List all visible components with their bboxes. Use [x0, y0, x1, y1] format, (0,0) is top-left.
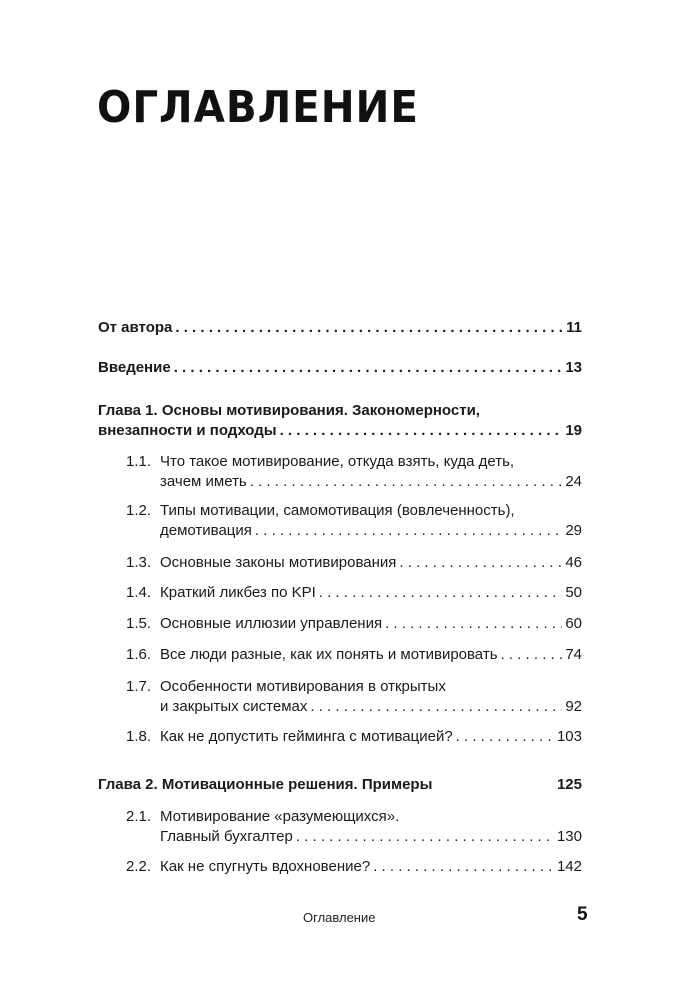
toc-entry-label: От автора [98, 319, 173, 336]
toc-entry-1-1[interactable] [126, 452, 582, 492]
toc-page-number: 92 [565, 698, 582, 715]
dot-leader [296, 827, 554, 847]
page-number: 5 [577, 904, 588, 925]
dot-leader [175, 318, 563, 338]
toc-section-number: 1.2. [126, 502, 152, 519]
toc-entry-label: Типы мотивации, самомотивация (вовлеченность), [160, 502, 515, 519]
toc-entry-label: Особенности мотивирования в открытых [160, 678, 446, 695]
toc-section-number: 1.7. [126, 678, 152, 695]
toc-page-number: 13 [565, 359, 582, 376]
toc-section-number: 1.1. [126, 453, 152, 470]
toc-entry-label: Основные иллюзии управления [160, 615, 383, 632]
toc-page-number: 46 [565, 554, 582, 571]
toc-page-number: 74 [565, 646, 582, 663]
toc-entry-label: Глава 1. Основы мотивирования. Закономерности, [98, 402, 480, 419]
toc-entry-intro[interactable] [98, 358, 582, 378]
toc-section-number: 2.2. [126, 858, 152, 875]
toc-entry-label: Краткий ликбез по KPI [160, 584, 316, 601]
toc-section-number: 1.6. [126, 646, 152, 663]
dot-leader [399, 553, 562, 573]
toc-entry-label: Мотивирование «разумеющихся». [160, 808, 400, 825]
toc-entry-1-7[interactable] [126, 677, 582, 717]
dot-leader [373, 857, 554, 877]
toc-entry-1-6[interactable] [126, 645, 582, 665]
toc-entry-1-8[interactable] [126, 727, 582, 747]
toc-page-number: 130 [556, 828, 582, 845]
toc-entry-label-cont: Главный бухгалтер [160, 828, 293, 845]
dot-leader [501, 645, 563, 665]
toc-entry-label: Как не спугнуть вдохновение? [160, 858, 371, 875]
toc-entry-chapter-1[interactable] [98, 401, 582, 441]
toc-entry-label: Как не допустить гейминга с мотивацией? [160, 728, 453, 745]
toc-entry-label: Глава 2. Мотивационные решения. Примеры [98, 776, 433, 793]
toc-entry-label-cont: демотивация [160, 522, 252, 539]
toc-entry-label: Что такое мотивирование, откуда взять, куда деть, [160, 453, 515, 470]
toc-entry-label: Основные законы мотивирования [160, 554, 397, 571]
toc-page-number: 142 [556, 858, 582, 875]
toc-page-number: 60 [565, 615, 582, 632]
toc-entry-1-2[interactable] [126, 501, 582, 541]
dot-leader [456, 727, 554, 747]
toc-section-number: 1.4. [126, 584, 152, 601]
toc-section-number: 2.1. [126, 808, 152, 825]
running-footer-title: Оглавление [303, 910, 376, 925]
toc-section-number: 1.8. [126, 728, 152, 745]
toc-page-number: 24 [565, 473, 582, 490]
dot-leader [319, 583, 563, 603]
dot-leader [385, 614, 562, 634]
toc-entry-label: Все люди разные, как их понять и мотивировать [160, 646, 498, 663]
toc-entry-1-4[interactable] [126, 583, 582, 603]
toc-section-number: 1.3. [126, 554, 152, 571]
toc-entry-chapter-2[interactable] [98, 775, 582, 795]
dot-leader [280, 421, 563, 441]
toc-page-number: 103 [556, 728, 582, 745]
toc-entry-label-cont: зачем иметь [160, 473, 247, 490]
toc-entry-1-5[interactable] [126, 614, 582, 634]
toc-entry-1-3[interactable] [126, 553, 582, 573]
toc-entry-label-cont: и закрытых системах [160, 698, 308, 715]
dot-leader [255, 521, 562, 541]
toc-page-number: 19 [565, 422, 582, 439]
toc-entry-label: Введение [98, 359, 171, 376]
toc-page-number: 50 [565, 584, 582, 601]
page-title: ОГЛАВЛЕНИЕ [97, 82, 419, 133]
toc-entry-2-2[interactable] [126, 857, 582, 877]
toc-page-number: 11 [566, 319, 582, 336]
toc-entry-label-cont: внезапности и подходы [98, 422, 277, 439]
dot-leader [250, 472, 563, 492]
toc-page-number: 29 [565, 522, 582, 539]
toc-section-number: 1.5. [126, 615, 152, 632]
dot-leader [310, 697, 562, 717]
dot-leader [174, 358, 563, 378]
toc-entry-from-author[interactable] [98, 318, 582, 338]
toc-page-number: 125 [556, 776, 582, 793]
toc-entry-2-1[interactable] [126, 807, 582, 847]
